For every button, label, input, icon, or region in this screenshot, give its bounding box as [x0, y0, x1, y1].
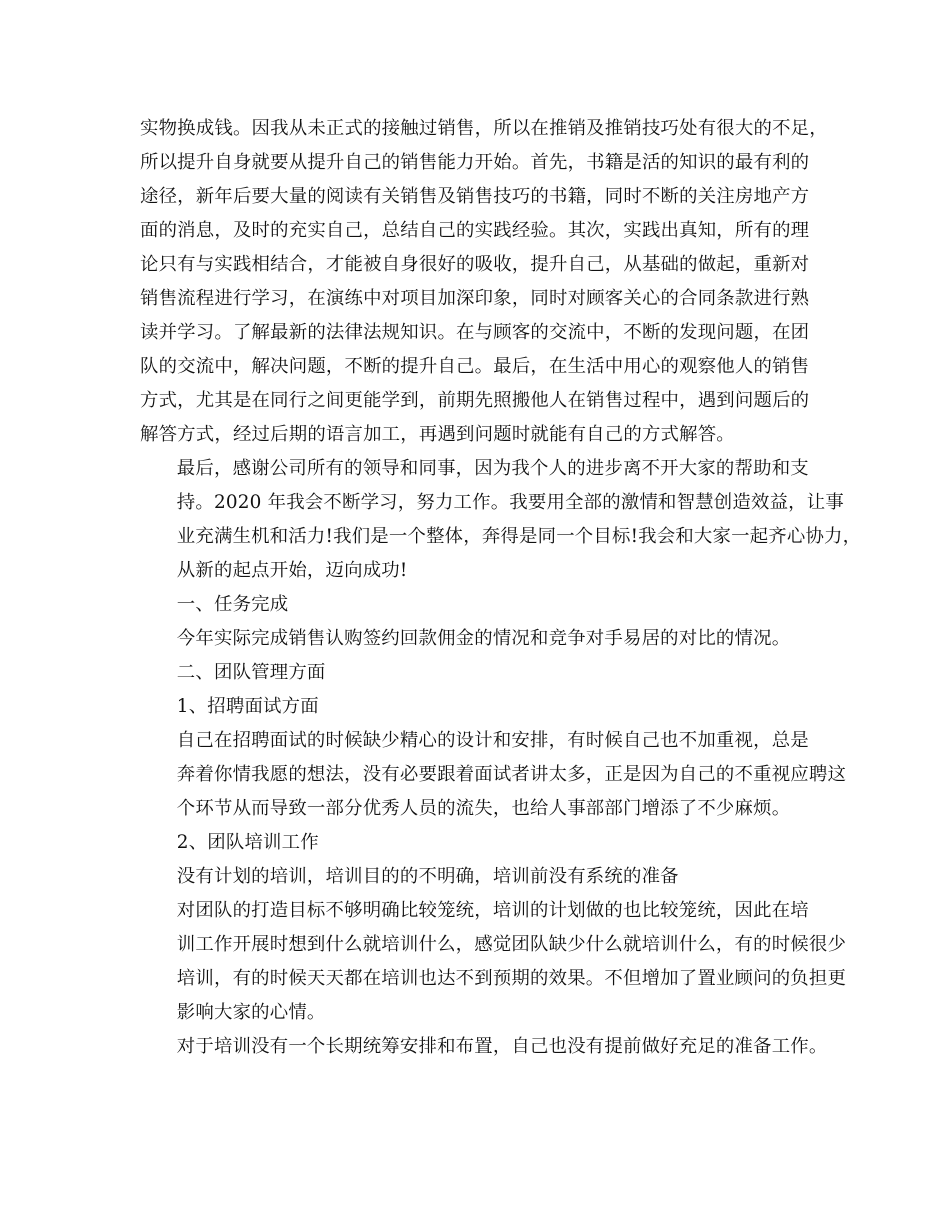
text-line: 面的消息，及时的充实自己，总结自己的实践经验。其次，实践出真知，所有的理 [140, 220, 810, 241]
text-line: 奔着你情我愿的想法，没有必要跟着面试者讲太多，正是因为自己的不重视应聘这 [176, 764, 847, 785]
text-line: 读并学习。了解最新的法律法规知识。在与顾客的交流中，不断的发现问题，在团 [140, 322, 810, 343]
text-line: 对于培训没有一个长期统筹安排和布置，自己也没有提前做好充足的准备工作。 [176, 1036, 828, 1057]
text-line: 自己在招聘面试的时候缺少精心的设计和安排，有时候自己也不加重视，总是 [176, 730, 809, 751]
text-line: 从新的起点开始，迈向成功! [176, 560, 408, 581]
text-line: 队的交流中，解决问题，不断的提升自己。最后，在生活中用心的观察他人的销售 [140, 356, 810, 377]
text-line: 持。2020 年我会不断学习，努力工作。我要用全部的激情和智慧创造效益，让事 [176, 492, 844, 513]
text-line: 业充满生机和活力!我们是一个整体，奔得是同一个目标!我会和大家一起齐心协力， [176, 526, 862, 547]
document-body [140, 112, 862, 1064]
text-line: 对团队的打造目标不够明确比较笼统，培训的计划做的也比较笼统，因此在培 [176, 900, 809, 921]
text-line: 培训，有的时候天天都在培训也达不到预期的效果。不但增加了置业顾问的负担更 [176, 968, 847, 989]
paragraph [140, 1030, 828, 1064]
text-line: 解答方式，经过后期的语言加工，再遇到问题时就能有自己的方式解答。 [140, 424, 735, 445]
text-line: 二、团队管理方面 [176, 662, 326, 683]
text-line: 个环节从而导致一部分优秀人员的流失，也给人事部部门增添了不少麻烦。 [176, 798, 791, 819]
text-line: 今年实际完成销售认购签约回款佣金的情况和竞争对手易居的对比的情况。 [176, 628, 791, 649]
paragraph [140, 826, 824, 860]
text-line: 一、任务完成 [176, 594, 289, 615]
text-line: 训工作开展时想到什么就培训什么，感觉团队缺少什么就培训什么，有的时候很少 [176, 934, 847, 955]
paragraph [140, 588, 824, 622]
text-line: 销售流程进行学习，在演练中对项目加深印象，同时对顾客关心的合同条款进行熟 [140, 288, 810, 309]
text-line: 方式，尤其是在同行之间更能学到，前期先照搬他人在销售过程中，遇到问题后的 [140, 390, 810, 411]
paragraph [140, 112, 828, 452]
paragraph [140, 656, 824, 690]
paragraph [140, 690, 824, 724]
text-line: 所以提升自身就要从提升自己的销售能力开始。首先，书籍是活的知识的最有利的 [140, 152, 810, 173]
text-line: 影响大家的心情。 [176, 1002, 326, 1023]
text-line: 最后，感谢公司所有的领导和同事，因为我个人的进步离不开大家的帮助和支 [176, 458, 809, 479]
paragraph [140, 622, 824, 656]
paragraph [140, 724, 847, 826]
paragraph [140, 452, 862, 588]
text-line: 实物换成钱。因我从未正式的接触过销售，所以在推销及推销技巧处有很大的不足， [140, 118, 828, 139]
text-line: 论只有与实践相结合，才能被自身很好的吸收，提升自己，从基础的做起，重新对 [140, 254, 810, 275]
text-line: 2、团队培训工作 [176, 832, 319, 853]
paragraph [140, 894, 847, 1030]
text-line: 1、招聘面试方面 [176, 696, 319, 717]
paragraph [140, 860, 824, 894]
text-line: 途径，新年后要大量的阅读有关销售及销售技巧的书籍，同时不断的关注房地产方 [140, 186, 810, 207]
text-line: 没有计划的培训，培训目的的不明确，培训前没有系统的准备 [176, 866, 679, 887]
